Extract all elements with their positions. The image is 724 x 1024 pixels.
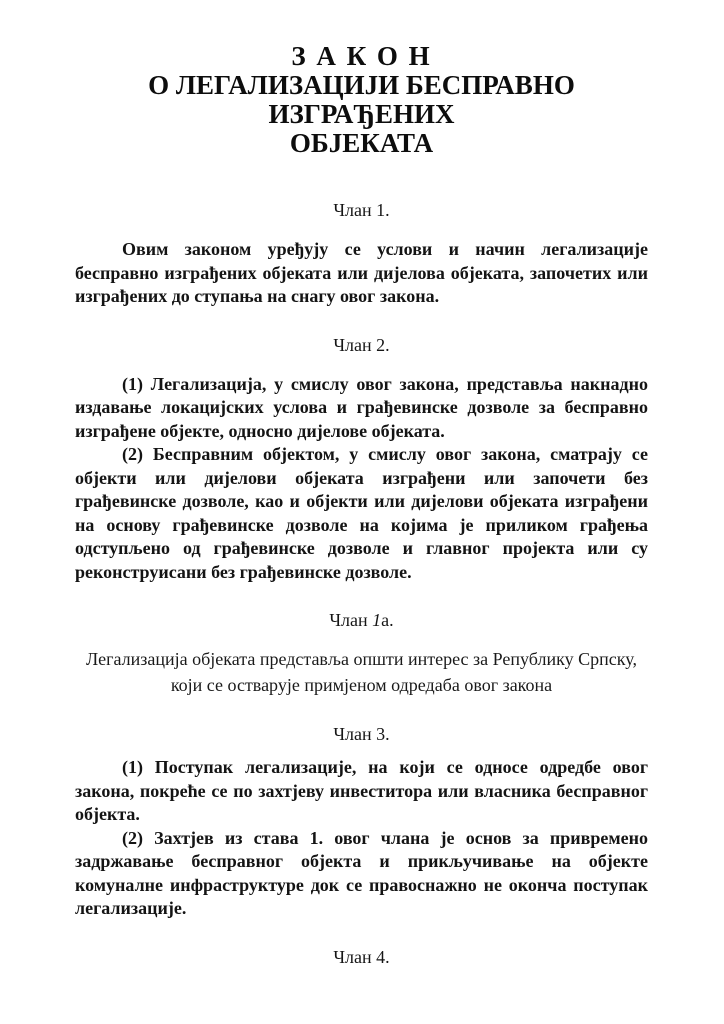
article-1a-heading — [75, 608, 648, 632]
article-1-heading: Члан 1. — [333, 200, 390, 220]
law-title-line-2: О ЛЕГАЛИЗАЦИЈИ БЕСПРАВНО ИЗГРАЂЕНИХ — [148, 70, 575, 129]
article-1a-heading-prefix: Члан — [329, 610, 373, 630]
article-1-paragraph-1: Овим законом уређују се услови и начин легализације бесправно изграђених објеката или дијелова објеката, започетих или изграђених до ступања на снагу овог закона. — [75, 239, 648, 306]
article-3-paragraph-1: (1) Поступак легализације, на који се односе одредбе овог закона, покреће се по захтјеву инвеститора или власника бесправног објекта. — [75, 757, 648, 824]
article-3-paragraph-2: (2) Захтјев из става 1. овог члана је основ за привремено задржавање бесправног објекта и прикључивање на објекте комуналне инфраструктуре док се правоснажно не оконча поступак легализације. — [75, 827, 648, 918]
article-2-paragraph-1: (1) Легализација, у смислу овог закона, представља накнадно издавање локацијских услова и грађевинске дозволе за бесправно изграђене објекте, односно дијелове објеката. — [75, 373, 648, 441]
article-2-heading: Члан 2. — [333, 334, 390, 355]
article-4-heading: Члан 4. — [333, 946, 390, 967]
article-3-heading: Члан 3. — [333, 724, 390, 744]
article-1a-paragraph: Легализација објеката представља општи интерес за Републику Српску, који се остварује примјеном одредаба овог закона — [86, 649, 637, 695]
article-1a-heading-suffix: а. — [381, 610, 394, 630]
article-2-paragraph-2: (2) Бесправним објектом, у смислу овог закона, сматрају се објекти или дијелови објеката изграђени или започети без грађевинске дозволе, као и објекти или дијелови објеката изграђени на основу грађевинске дозволе на којима је приликом грађења одступљено од грађевинске дозволе и главног пројекта или су реконструисани без грађевинске дозволе. — [75, 444, 648, 582]
law-title-line-1: З А К О Н — [291, 41, 432, 71]
law-title-line-3: ОБЈЕКАТА — [289, 128, 434, 158]
law-title — [55, 42, 668, 158]
article-1a-heading-number: 1 — [372, 610, 382, 630]
